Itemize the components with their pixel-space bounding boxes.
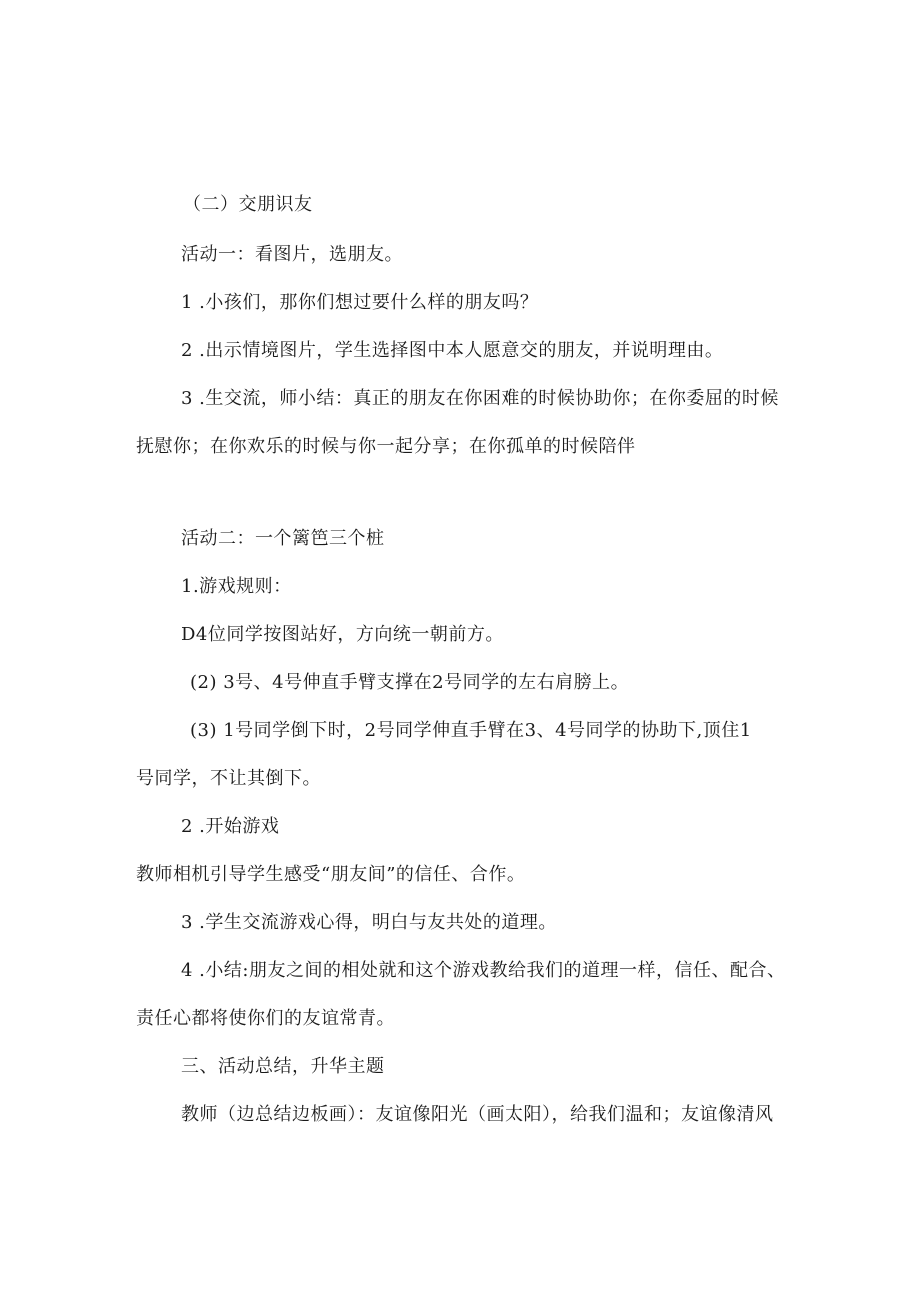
activity-one-step-2: 2 .出示情境图片，学生选择图中本人愿意交的朋友，并说明理由。: [181, 340, 724, 361]
activity-two-step-4-continued: 责任心都将使你们的友谊常青。: [136, 1008, 395, 1029]
activity-one-step-1: 1 .小孩们，那你们想过要什么样的朋友吗？: [181, 292, 539, 313]
activity-two-title: 活动二：一个篱笆三个桩: [181, 528, 385, 549]
game-rule-3-continued: 号同学，不让其倒下。: [136, 768, 321, 789]
game-rule-3: (3) 1号同学倒下时，2号同学伸直手臂在3、4号同学的协助下,顶住1: [190, 720, 752, 741]
game-rules-heading: 1.游戏规则：: [181, 576, 292, 597]
teacher-summary: 教师（边总结边板画）：友谊像阳光（画太阳），给我们温和；友谊像清风: [181, 1104, 774, 1125]
section-heading-making-friends: （二）交朋识友: [183, 194, 313, 215]
teacher-guidance: 教师相机引导学生感受“朋友间”的信任、合作。: [136, 864, 526, 885]
section-heading-summary: 三、活动总结，升华主题: [181, 1056, 385, 1077]
game-rule-1: D4位同学按图站好，方向统一朝前方。: [181, 624, 504, 645]
activity-one-title: 活动一：看图片，选朋友。: [181, 244, 403, 265]
activity-one-step-3: 3 .生交流，师小结：真正的朋友在你困难的时候协助你；在你委屈的时候: [181, 388, 779, 409]
activity-two-step-2: 2 .开始游戏: [181, 816, 280, 837]
game-rule-2: (2) 3号、4号伸直手臂支撑在2号同学的左右肩膀上。: [190, 672, 630, 693]
activity-two-step-3: 3 .学生交流游戏心得，明白与友共处的道理。: [181, 912, 557, 933]
activity-one-step-3-continued: 抚慰你；在你欢乐的时候与你一起分享；在你孤单的时候陪伴: [136, 436, 636, 457]
activity-two-step-4: 4 .小结:朋友之间的相处就和这个游戏教给我们的道理一样，信任、配合、: [181, 960, 786, 981]
